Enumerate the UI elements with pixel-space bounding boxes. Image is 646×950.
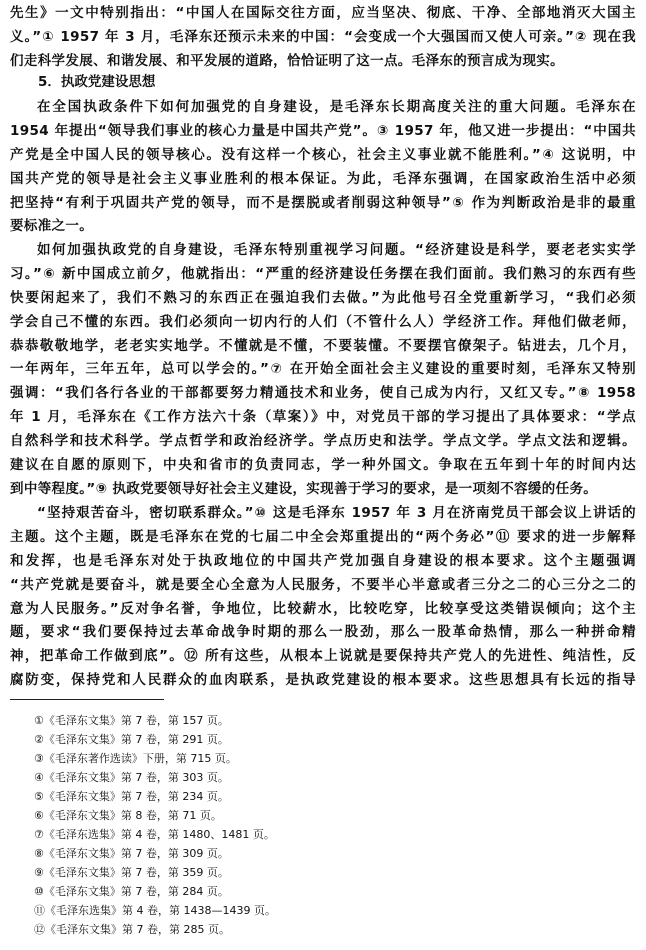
- footnote: ⑫《毛泽东文集》第 7 卷，第 285 页。: [34, 923, 230, 936]
- text-line: 把坚持“有利于巩固共产党的领导，而不是摆脱或者削弱这种领导”⑤ 作为判断政治是非的最重: [10, 194, 636, 211]
- footnote: ⑧《毛泽东文集》第 7 卷，第 309 页。: [34, 847, 229, 860]
- text-line: 和发挥，也是毛泽东对处于执政地位的中国共产党加强自身建设的根本要求。这个主题强调: [10, 552, 636, 569]
- paragraph-party-leadership: [10, 96, 636, 239]
- text-line: 自然科学和技术科学。学点哲学和政治经济学。学点历史和法学。学点文学。学点文法和逻辑。: [10, 433, 636, 450]
- text-line: 年 1 月，毛泽东在《工作方法六十条（草案）》中，对党员干部的学习提出了具体要求：“学点: [10, 409, 636, 426]
- paragraph-study: [10, 239, 636, 502]
- text-line: 如何加强执政党的自身建设，毛泽东特别重视学习问题。“经济建设是科学，要老老实实学: [37, 242, 636, 258]
- text-line: 神，把革命工作做到底”。⑫ 所有这些，从根本上说就是要保持共产党人的先进性、纯洁性，反: [10, 648, 636, 665]
- text-line: 题，要求“我们要保持过去革命战争时期的那么一股劲，那么一股革命热情，那么一种拼命精: [10, 624, 636, 641]
- text-line: 产党是全中国人民的领导核心。没有这样一个核心，社会主义事业就不能胜利。”④ 这说明，中: [10, 146, 636, 163]
- text-line: “共产党就是要奋斗，就是要全心全意为人民服务，不要半心半意或者三分之二的心三分之二的: [10, 576, 636, 593]
- footnote: ⑨《毛泽东文集》第 7 卷，第 359 页。: [34, 866, 229, 879]
- footnote: ⑤《毛泽东文集》第 7 卷，第 234 页。: [34, 790, 229, 803]
- text-line: 国共产党的领导是社会主义事业胜利的根本保证。为此，毛泽东强调，在国家政治生活中必须: [10, 170, 636, 187]
- text-line: 建议在自愿的原则下，中央和省市的负责同志，学一种外国文。争取在五年到十年的时间内达: [10, 457, 636, 474]
- footnote: ⑦《毛泽东选集》第 4 卷，第 1480、1481 页。: [34, 828, 275, 841]
- footnote: ⑥《毛泽东文集》第 8 卷，第 71 页。: [34, 809, 222, 822]
- text-line: 快要闲起来了，我们不熟习的东西正在强迫我们去做。”为此他号召全党重新学习，“我们必须: [10, 289, 636, 306]
- footnote: ②《毛泽东文集》第 7 卷，第 291 页。: [34, 733, 229, 746]
- text-line: 先生》一文中特别指出：“中国人在国际交往方面，应当坚决、彻底、干净、全部地消灭大国主: [10, 5, 636, 21]
- paragraph-hegemonism: [10, 2, 636, 74]
- text-line: 在全国执政条件下如何加强党的自身建设，是毛泽东长期高度关注的重大问题。毛泽东在: [37, 99, 636, 115]
- section-heading: 5．执政党建设思想: [38, 74, 156, 90]
- text-line: 习。”⑥ 新中国成立前夕，他就指出：“严重的经济建设任务摆在我们面前。我们熟习的东西有些: [10, 265, 636, 282]
- text-line: 意为人民服务。”反对争名誉，争地位，比较薪水，比较吃穿，比较享受这类错误倾向；这个主: [10, 600, 636, 617]
- text-line: 到中等程度。”⑨ 执政党要领导好社会主义建设，实现善于学习的要求，是一项刻不容缓的任务。: [10, 480, 598, 497]
- footnote: ⑪《毛泽东选集》第 4 卷，第 1438—1439 页。: [34, 904, 276, 917]
- footnote: ①《毛泽东文集》第 7 卷，第 157 页。: [34, 714, 229, 727]
- text-line: “坚持艰苦奋斗，密切联系群众。”⑩ 这是毛泽东 1957 年 3 月在济南党员干部会议上讲话的: [37, 505, 636, 521]
- text-line: 们走科学发展、和谐发展、和平发展的道路，恰恰证明了这一点。毛泽东的预言成为现实。: [10, 52, 564, 69]
- footnote: ③《毛泽东著作选读》下册，第 715 页。: [34, 752, 237, 765]
- text-line: 要标准之一。: [10, 218, 94, 235]
- footnote-divider: [10, 699, 164, 700]
- text-line: 学会自己不懂的东西。我们必须向一切内行的人们（不管什么人）学经济工作。拜他们做老师，: [10, 313, 636, 330]
- text-line: 腐防变，保持党和人民群众的血肉联系，是执政党建设的根本要求。这些思想具有长远的指导: [10, 672, 636, 689]
- text-line: 主题。这个主题，既是毛泽东在党的七届二中全会郑重提出的“两个务必”⑪ 要求的进一步解释: [10, 528, 636, 545]
- text-line: 义。”① 1957 年 3 月，毛泽东还预示未来的中国：“会变成一个大强国而又使人可亲。”② 现在我: [10, 28, 636, 45]
- text-line: 强调：“我们各行各业的干部都要努力精通技术和业务，使自己成为内行，又红又专。”⑧ 1958: [10, 385, 636, 402]
- text-line: 恭恭敬敬地学，老老实实地学。不懂就是不懂，不要装懂。不要摆官僚架子。钻进去，几个月，: [10, 337, 636, 354]
- footnote: ④《毛泽东文集》第 7 卷，第 303 页。: [34, 771, 229, 784]
- text-line: 一年两年，三年五年，总可以学会的。”⑦ 在开始全面社会主义建设的重要时刻，毛泽东又特别: [10, 361, 636, 378]
- footnote: ⑩《毛泽东文集》第 7 卷，第 284 页。: [34, 885, 229, 898]
- text-line: 1954 年提出“领导我们事业的核心力量是中国共产党”。③ 1957 年，他又进一步提出：“中国共: [10, 122, 636, 139]
- paragraph-hard-struggle: [10, 502, 636, 693]
